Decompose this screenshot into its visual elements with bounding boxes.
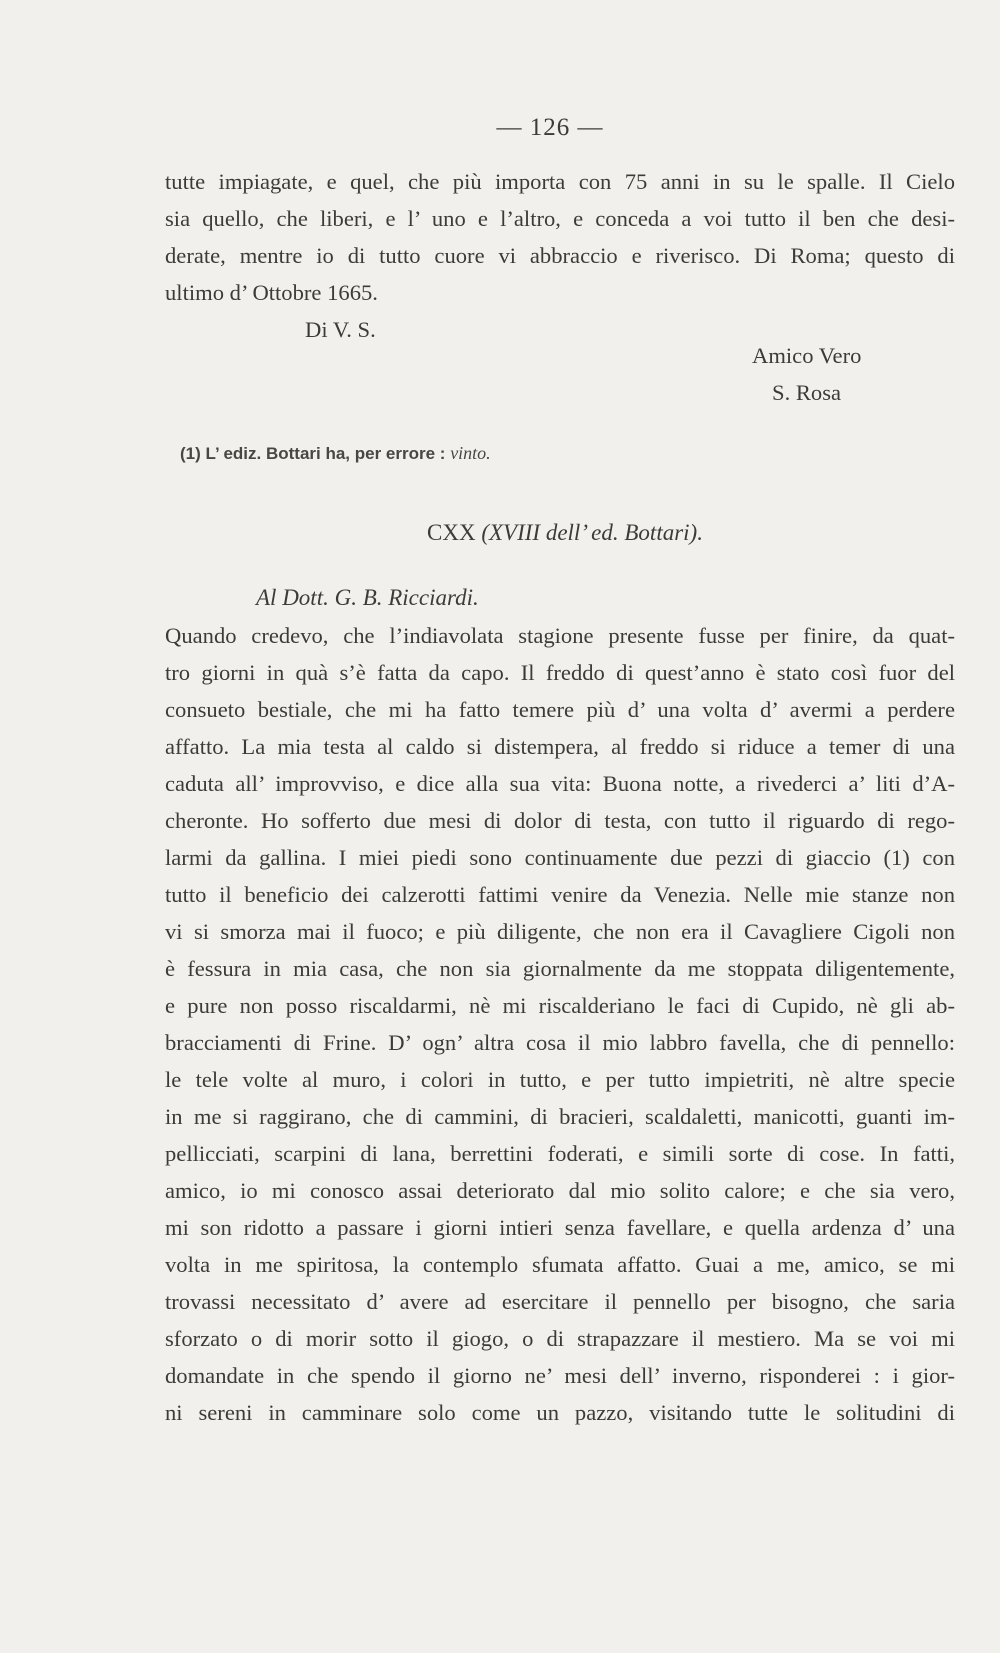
text-line: e pure non posso riscaldarmi, nè mi riscalderiano le faci di Cupido, nè gli ab- — [165, 993, 955, 1018]
footnote — [180, 443, 491, 464]
addressee: Al Dott. G. B. Ricciardi. — [256, 585, 479, 610]
text-line: mi son ridotto a passare i giorni intieri senza favellare, e quella ardenza d’ una — [165, 1215, 955, 1240]
text-line: è fessura in mia casa, che non sia giornalmente da me stoppata diligentemente, — [165, 956, 955, 981]
text-line: in me si raggirano, che di cammini, di bracieri, scaldaletti, manicotti, guanti im- — [165, 1104, 955, 1129]
text-line: Quando credevo, che l’indiavolata stagione presente fusse per finire, da quat- — [165, 623, 955, 648]
text-line: amico, io mi conosco assai deteriorato dal mio solito calore; e che sia vero, — [165, 1178, 955, 1203]
text-line: consueto bestiale, che mi ha fatto temere più d’ una volta d’ avermi a perdere — [165, 697, 955, 722]
letter-source: (XVIII dell’ ed. Bottari). — [481, 520, 703, 545]
text-line: tutte impiagate, e quel, che più importa con 75 anni in su le spalle. Il Cielo — [165, 169, 955, 194]
text-line: derate, mentre io di tutto cuore vi abbraccio e riverisco. Di Roma; questo di — [165, 243, 955, 268]
page-number: — 126 — — [496, 114, 604, 141]
letter-body — [165, 617, 955, 1431]
text-line: sia quello, che liberi, e l’ uno e l’altro, e conceda a voi tutto il ben che desi- — [165, 206, 955, 231]
text-line: affatto. La mia testa al caldo si distempera, al freddo si riduce a temer di una — [165, 734, 955, 759]
text-line: domandate in che spendo il giorno ne’ mesi dell’ inverno, risponderei : i gior- — [165, 1363, 955, 1388]
letter-closing-paragraph — [165, 163, 955, 348]
letter-number: CXX — [427, 520, 476, 545]
text-line: cheronte. Ho sofferto due mesi di dolor di testa, con tutto il riguardo di rego- — [165, 808, 955, 833]
signature-name: S. Rosa — [772, 380, 842, 405]
text-line: vi si smorza mai il fuoco; e più diligente, che non era il Cavagliere Cigoli non — [165, 919, 955, 944]
text-line: trovassi necessitato d’ avere ad esercitare il pennello per bisogno, che saria — [165, 1289, 955, 1314]
text-line: volta in me spiritosa, la contemplo sfumata affatto. Guai a me, amico, se mi — [165, 1252, 955, 1277]
text-line: pellicciati, scarpini di lana, berrettini foderati, e simili sorte di cose. In fatti, — [165, 1141, 955, 1166]
footnote-italic: vinto. — [450, 443, 491, 463]
footnote-text: (1) L’ ediz. Bottari ha, per errore : — [180, 444, 446, 463]
text-line: caduta all’ improvviso, e dice alla sua vita: Buona notte, a rivederci a’ liti d’A- — [165, 771, 955, 796]
text-line: tutto il beneficio dei calzerotti fattimi venire da Venezia. Nelle mie stanze non — [165, 882, 955, 907]
text-line: ultimo d’ Ottobre 1665. — [165, 280, 378, 305]
letter-heading — [0, 520, 1000, 546]
salutation: Di V. S. — [305, 317, 376, 342]
text-line: le tele volte al muro, i colori in tutto, e per tutto impietriti, nè altre specie — [165, 1067, 955, 1092]
text-line: tro giorni in quà s’è fatta da capo. Il freddo di quest’anno è stato così fuor del — [165, 660, 955, 685]
text-line: larmi da gallina. I miei piedi sono continuamente due pezzi di giaccio (1) con — [165, 845, 955, 870]
text-line: sforzato o di morir sotto il giogo, o di strapazzare il mestiero. Ma se voi mi — [165, 1326, 955, 1351]
text-line: ni sereni in camminare solo come un pazzo, visitando tutte le solitudini di — [165, 1400, 955, 1425]
signature-closing: Amico Vero — [752, 343, 862, 368]
text-line: bracciamenti di Frine. D’ ogn’ altra cosa il mio labbro favella, che di pennello: — [165, 1030, 955, 1055]
